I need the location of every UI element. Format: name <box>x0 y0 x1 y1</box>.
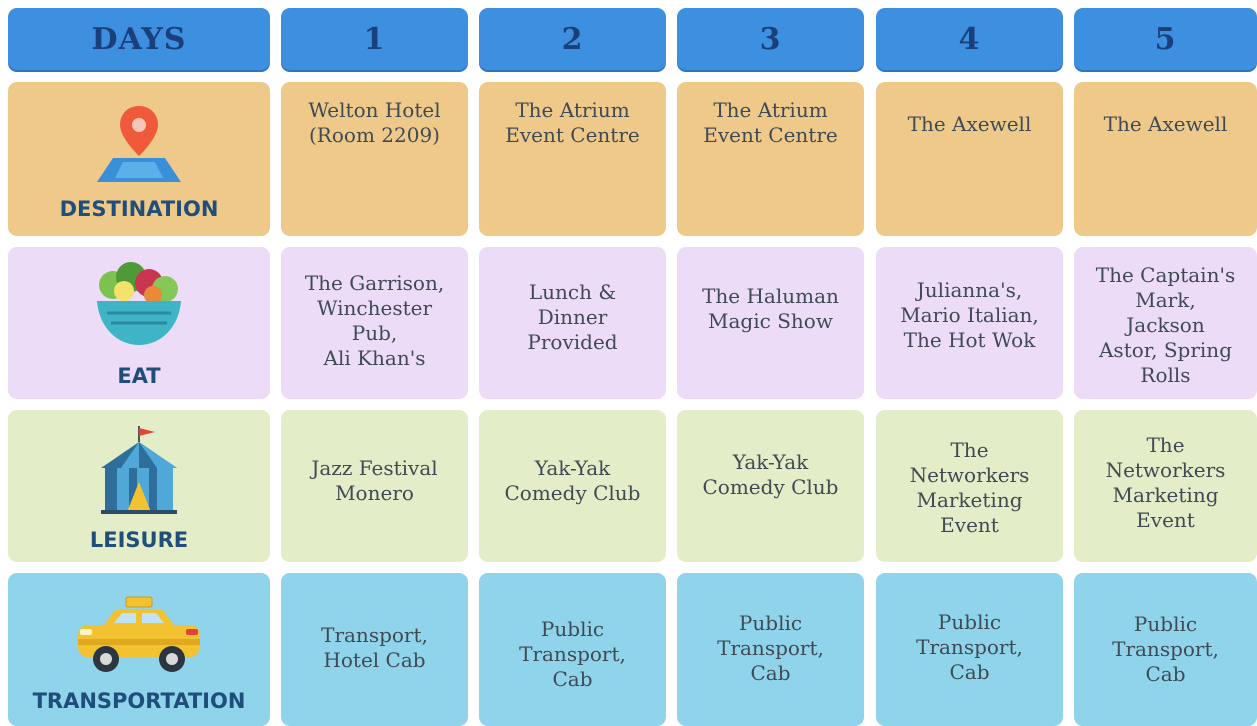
cell-eat-day-4: Julianna's, Mario Italian, The Hot Wok <box>876 247 1063 399</box>
row-label-text: EAT <box>117 364 161 388</box>
header-day-5 <box>1074 8 1257 70</box>
row-label-text: DESTINATION <box>59 197 219 221</box>
taxi-icon <box>74 595 204 675</box>
cell-transportation-day-1: Transport, Hotel Cab <box>281 573 468 726</box>
cell-transportation-day-4: Public Transport, Cab <box>876 573 1063 726</box>
cell-leisure-day-5: The Networkers Marketing Event <box>1074 410 1257 562</box>
row-label-text: TRANSPORTATION <box>32 689 246 713</box>
row-label-leisure <box>8 410 270 562</box>
map-pin-icon <box>89 102 189 184</box>
cell-leisure-day-2: Yak-Yak Comedy Club <box>479 410 666 562</box>
header-day-number: 1 <box>363 21 386 57</box>
cell-destination-day-4: The Axewell <box>876 82 1063 236</box>
header-days <box>8 8 270 70</box>
cell-eat-day-2: Lunch & Dinner Provided <box>479 247 666 399</box>
header-day-3 <box>677 8 864 70</box>
row-label-text: LEISURE <box>89 528 189 552</box>
cell-leisure-day-4: The Networkers Marketing Event <box>876 410 1063 562</box>
cell-destination-day-3: The Atrium Event Centre <box>677 82 864 236</box>
cell-destination-day-5: The Axewell <box>1074 82 1257 236</box>
cell-destination-day-1: Welton Hotel (Room 2209) <box>281 82 468 236</box>
salad-bowl-icon <box>91 257 187 349</box>
header-days-label: DAYS <box>91 21 187 57</box>
row-label-transportation <box>8 573 270 726</box>
cell-eat-day-1: The Garrison, Winchester Pub, Ali Khan's <box>281 247 468 399</box>
cell-destination-day-2: The Atrium Event Centre <box>479 82 666 236</box>
header-day-1 <box>281 8 468 70</box>
row-label-eat <box>8 247 270 399</box>
header-day-number: 5 <box>1154 21 1177 57</box>
row-label-destination <box>8 82 270 236</box>
header-day-number: 3 <box>759 21 782 57</box>
cell-eat-day-5: The Captain's Mark, Jackson Astor, Spring Rolls <box>1074 247 1257 399</box>
header-day-4 <box>876 8 1063 70</box>
header-day-number: 4 <box>958 21 981 57</box>
cell-leisure-day-1: Jazz Festival Monero <box>281 410 468 562</box>
cell-leisure-day-3: Yak-Yak Comedy Club <box>677 410 864 562</box>
header-day-2 <box>479 8 666 70</box>
cell-transportation-day-3: Public Transport, Cab <box>677 573 864 726</box>
cell-transportation-day-5: Public Transport, Cab <box>1074 573 1257 726</box>
cell-transportation-day-2: Public Transport, Cab <box>479 573 666 726</box>
circus-tent-icon <box>91 424 187 516</box>
cell-eat-day-3: The Haluman Magic Show <box>677 247 864 399</box>
header-day-number: 2 <box>561 21 584 57</box>
